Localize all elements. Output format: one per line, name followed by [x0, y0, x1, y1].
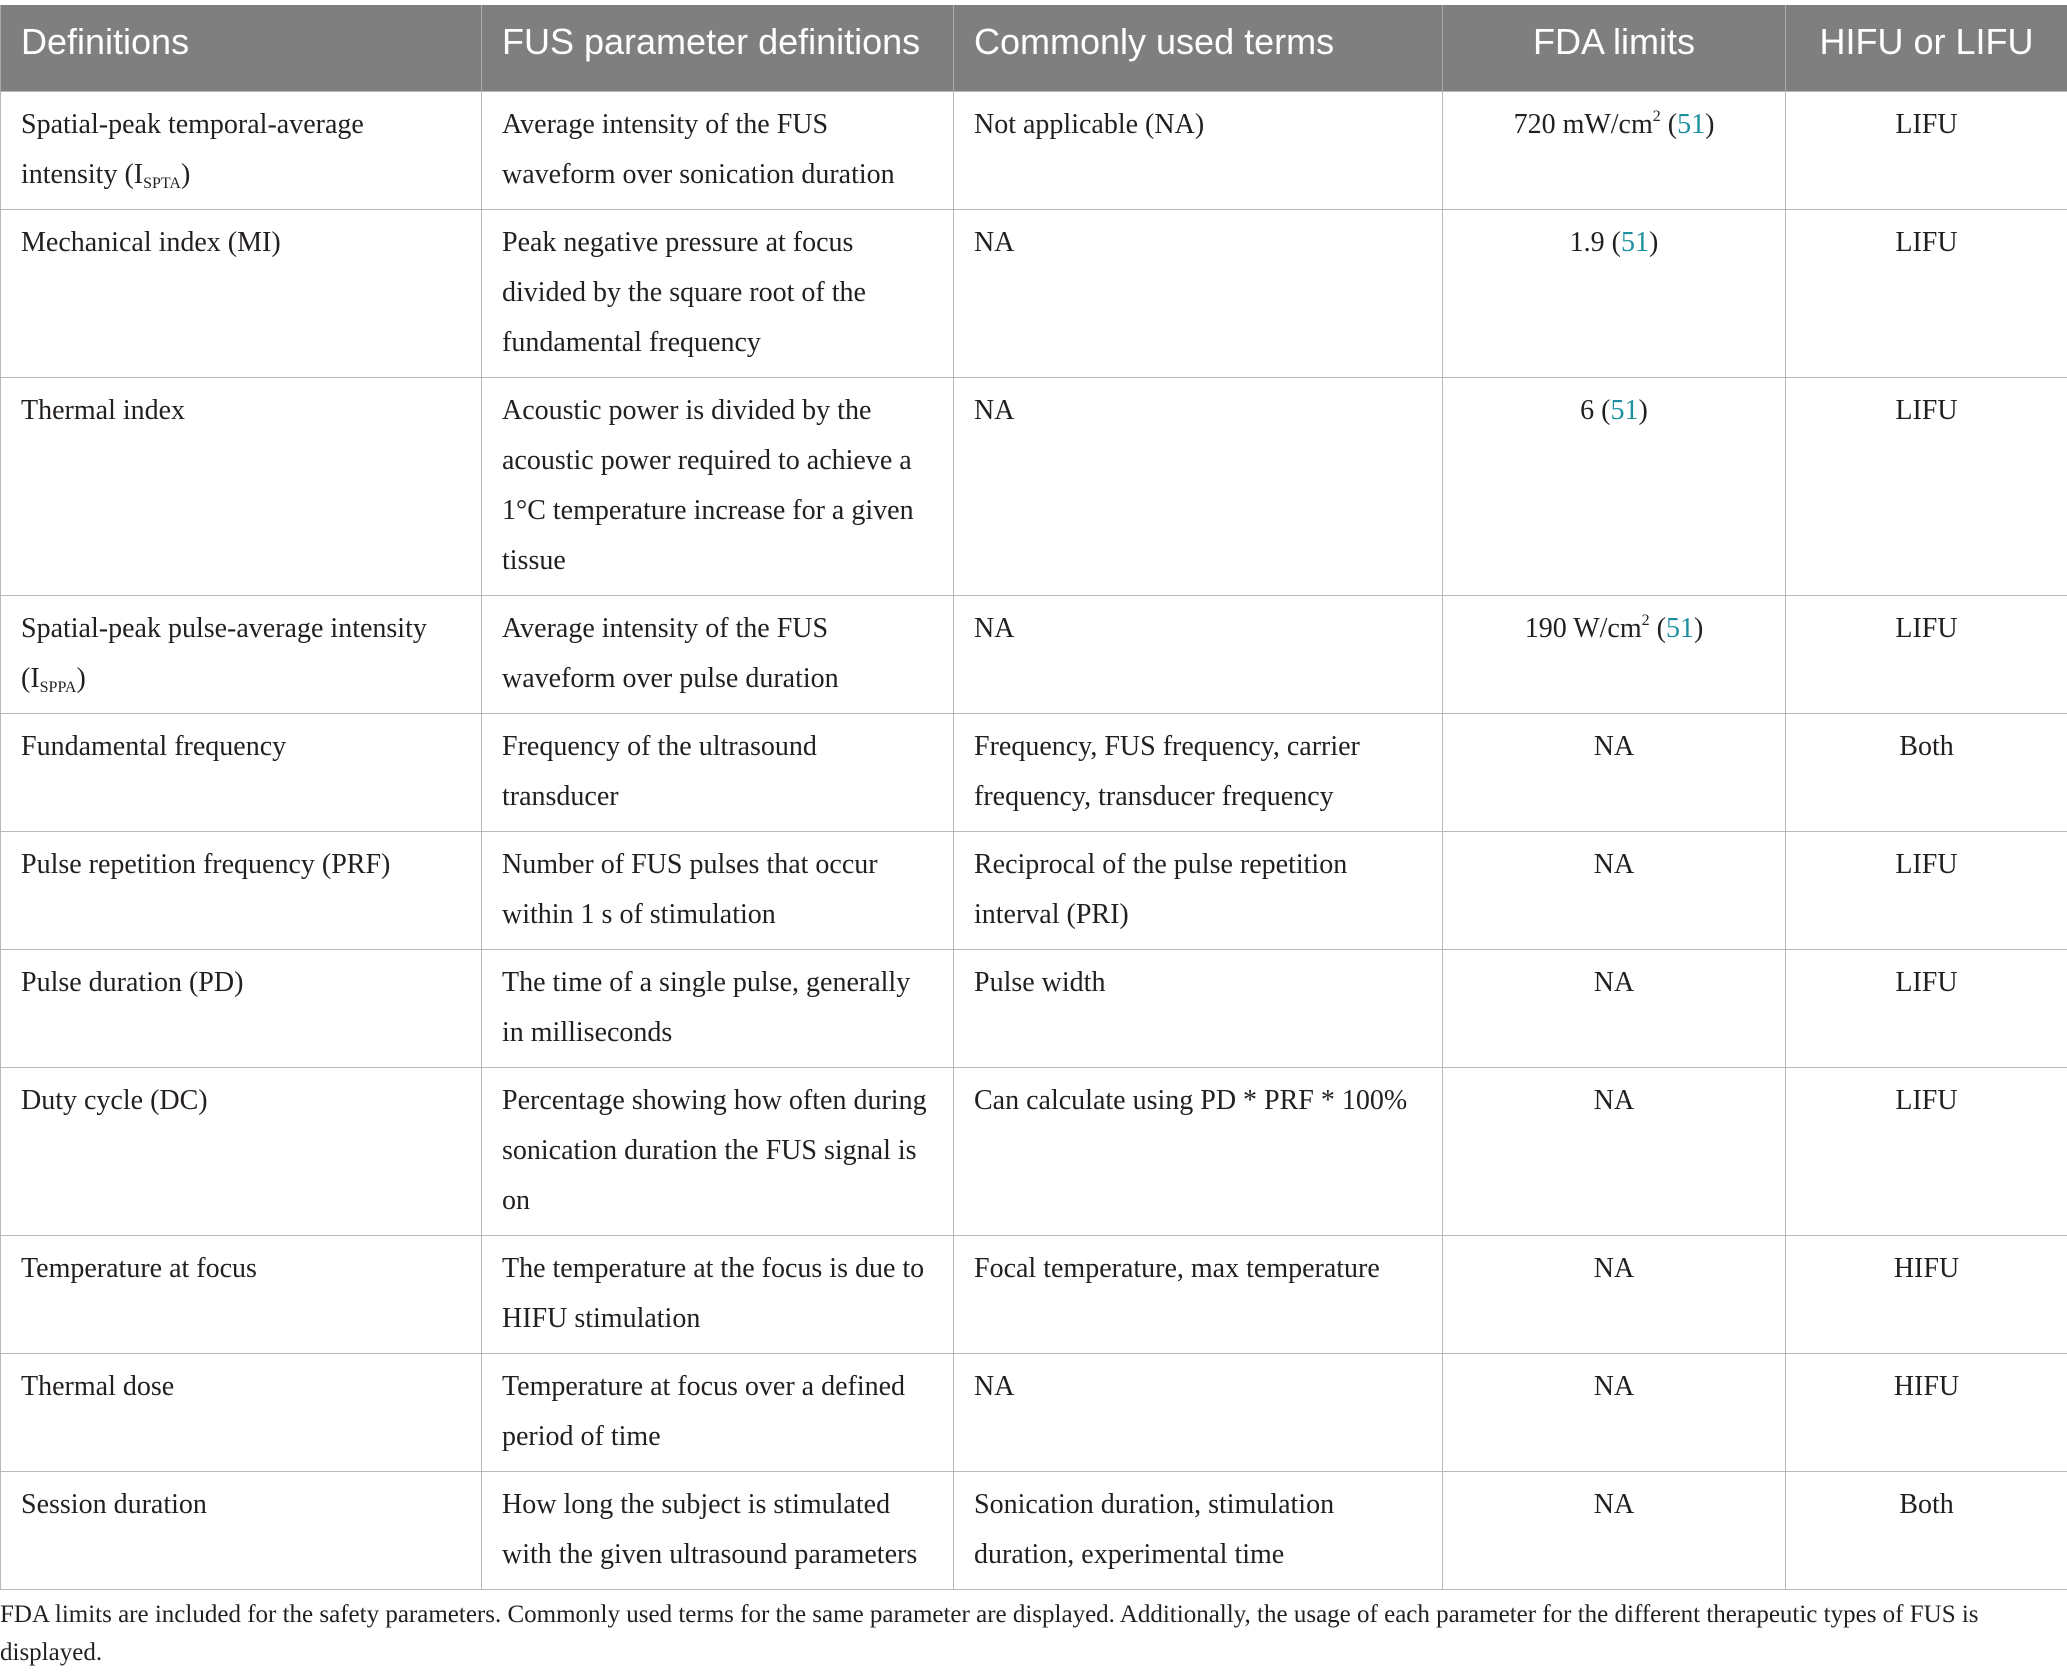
definition-text: Thermal index [21, 394, 186, 426]
cell-fus-definition: The time of a single pulse, generally in milliseconds [482, 949, 954, 1067]
cell-common-terms: Focal temperature, max temperature [954, 1235, 1443, 1353]
cell-fda-limit: NA [1443, 713, 1786, 831]
cell-common-terms: Reciprocal of the pulse repetition interval (PRI) [954, 831, 1443, 949]
definition-subscript: SPTA [143, 174, 181, 192]
cell-fus-definition: Frequency of the ultrasound transducer [482, 713, 954, 831]
table-row [1, 1235, 2067, 1353]
cell-fus-definition: Number of FUS pulses that occur within 1 s of stimulation [482, 831, 954, 949]
cell-hifu-or-lifu: LIFU [1786, 595, 2067, 713]
reference-link[interactable]: 51 [1665, 612, 1694, 644]
reference-link[interactable]: 51 [1621, 226, 1649, 258]
cell-hifu-or-lifu: HIFU [1786, 1235, 2067, 1353]
definition-text: Mechanical index (MI) [21, 226, 281, 258]
table-footnote: FDA limits are included for the safety parameters. Commonly used terms for the same parameter are displayed. Additionally, the usage of each parameter for the different therapeutic types of FUS is displayed. [0, 1601, 1979, 1666]
cell-hifu-or-lifu: HIFU [1786, 1353, 2067, 1471]
cell-hifu-or-lifu: LIFU [1786, 831, 2067, 949]
cell-fus-definition: Peak negative pressure at focus divided by the square root of the fundamental frequency [482, 209, 954, 377]
cell-common-terms: Pulse width [954, 949, 1443, 1067]
cell-hifu-or-lifu: Both [1786, 713, 2067, 831]
cell-common-terms: Frequency, FUS frequency, carrier frequency, transducer frequency [954, 713, 1443, 831]
definition-text: Spatial-peak temporal-average intensity (I [21, 108, 364, 190]
cell-fda-limit: 720 $mW/cm^2$ (51) [1443, 91, 1786, 209]
cell-definition [1, 377, 482, 595]
cell-common-terms: NA [954, 377, 1443, 595]
table-row [1, 377, 2067, 595]
definition-text: Pulse repetition frequency (PRF) [21, 848, 391, 880]
cell-fus-definition: The temperature at the focus is due to HIFU stimulation [482, 1235, 954, 1353]
cell-definition [1, 831, 482, 949]
definition-text: Spatial-peak pulse-average intensity (I [21, 612, 427, 694]
cell-common-terms: NA [954, 595, 1443, 713]
cell-hifu-or-lifu: LIFU [1786, 91, 2067, 209]
cell-fus-definition: Acoustic power is divided by the acoustic power required to achieve a 1°C temperature increase for a given tissue [482, 377, 954, 595]
definition-tail: ) [76, 662, 86, 694]
cell-fda-limit: 190 $W/cm^2$ (51) [1443, 595, 1786, 713]
cell-definition [1, 713, 482, 831]
cell-definition [1, 949, 482, 1067]
cell-definition [1, 1067, 482, 1235]
cell-common-terms: NA [954, 1353, 1443, 1471]
table-row [1, 1471, 2067, 1589]
fda-superscript: 2 [1652, 107, 1661, 125]
fda-superscript: 2 [1641, 611, 1650, 629]
reference-link[interactable]: 51 [1610, 394, 1639, 426]
cell-fda-limit: NA [1443, 1067, 1786, 1235]
header-fda-limits: FDA limits [1443, 5, 1786, 91]
cell-common-terms: NA [954, 209, 1443, 377]
cell-hifu-or-lifu: LIFU [1786, 209, 2067, 377]
cell-fus-definition: Average intensity of the FUS waveform over pulse duration [482, 595, 954, 713]
cell-definition [1, 1353, 482, 1471]
definition-text: Thermal dose [21, 1370, 175, 1402]
cell-fda-limit: NA [1443, 949, 1786, 1067]
header-commonly-used-terms: Commonly used terms [954, 5, 1443, 91]
table-row [1, 1353, 2067, 1471]
fda-value: 720 mW/cm [1513, 108, 1653, 140]
table-row [1, 949, 2067, 1067]
table-header-row [1, 5, 2067, 91]
cell-definition [1, 91, 482, 209]
cell-hifu-or-lifu: LIFU [1786, 1067, 2067, 1235]
header-fus-parameter-definitions: FUS parameter definitions [482, 5, 954, 91]
cell-fda-limit: NA [1443, 1471, 1786, 1589]
definition-text: Duty cycle (DC) [21, 1084, 208, 1116]
cell-hifu-or-lifu: LIFU [1786, 377, 2067, 595]
cell-fus-definition: Average intensity of the FUS waveform over sonication duration [482, 91, 954, 209]
cell-hifu-or-lifu: LIFU [1786, 949, 2067, 1067]
cell-definition [1, 595, 482, 713]
definition-text: Temperature at focus [21, 1252, 257, 1284]
cell-common-terms: Can calculate using PD * PRF * 100% [954, 1067, 1443, 1235]
cell-fus-definition: How long the subject is stimulated with the given ultrasound parameters [482, 1471, 954, 1589]
cell-fda-limit: NA [1443, 831, 1786, 949]
table-row [1, 209, 2067, 377]
cell-common-terms: Sonication duration, stimulation duration, experimental time [954, 1471, 1443, 1589]
fda-value: 190 W/cm [1524, 612, 1642, 644]
definition-text: Session duration [21, 1488, 207, 1520]
fda-value: 6 [1580, 394, 1595, 426]
cell-definition [1, 209, 482, 377]
table-row [1, 595, 2067, 713]
header-definitions: Definitions [1, 5, 482, 91]
cell-fus-definition: Temperature at focus over a defined period of time [482, 1353, 954, 1471]
table-row [1, 91, 2067, 209]
fda-value: 1.9 [1569, 226, 1605, 258]
cell-fda-limit: NA [1443, 1235, 1786, 1353]
cell-hifu-or-lifu: Both [1786, 1471, 2067, 1589]
cell-definition [1, 1471, 482, 1589]
definition-text: Fundamental frequency [21, 730, 287, 762]
table-row [1, 1067, 2067, 1235]
table-row [1, 831, 2067, 949]
cell-fda-limit: 1.9 (51) [1443, 209, 1786, 377]
cell-fda-limit: NA [1443, 1353, 1786, 1471]
cell-definition [1, 1235, 482, 1353]
definition-text: Pulse duration (PD) [21, 966, 244, 998]
header-hifu-or-lifu: HIFU or LIFU [1786, 5, 2067, 91]
fus-parameters-table [0, 5, 2067, 1590]
definition-subscript: SPPA [39, 678, 77, 696]
cell-fus-definition: Percentage showing how often during sonication duration the FUS signal is on [482, 1067, 954, 1235]
definition-tail: ) [180, 158, 191, 190]
reference-link[interactable]: 51 [1677, 108, 1706, 140]
cell-common-terms: Not applicable (NA) [954, 91, 1443, 209]
table-row [1, 713, 2067, 831]
cell-fda-limit: 6 (51) [1443, 377, 1786, 595]
